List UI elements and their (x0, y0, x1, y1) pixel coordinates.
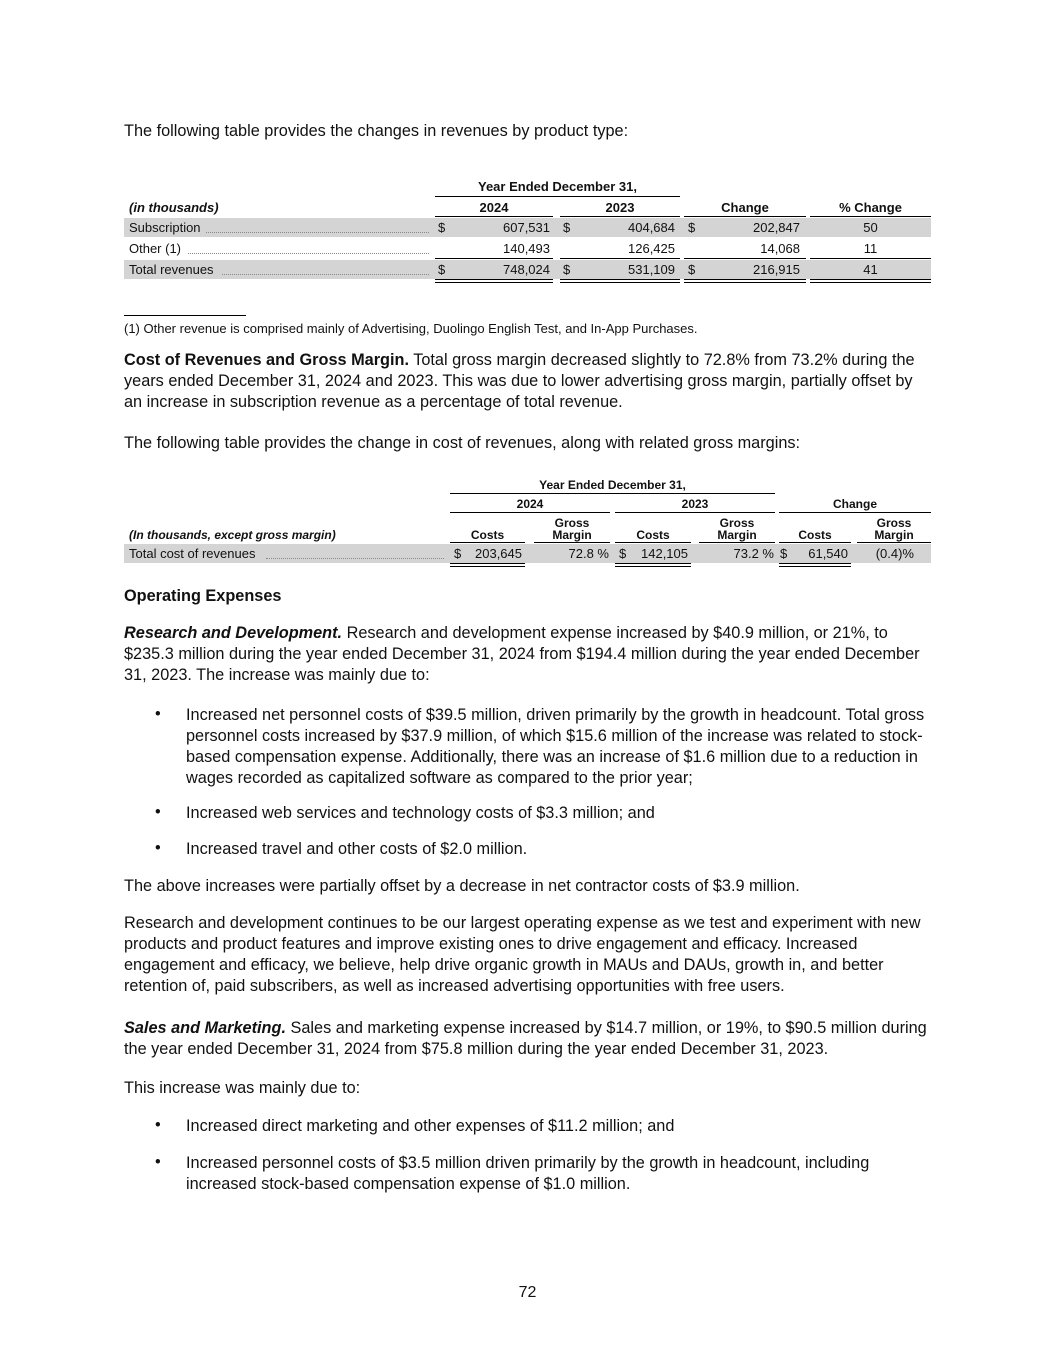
sm-intro: This increase was mainly due to: (124, 1079, 361, 1097)
rd-bullet-2: Increased web services and technology costs of $3.3 million; and (186, 804, 655, 822)
value-change: 202,847 (753, 220, 800, 235)
intro-cost: The following table provides the change in cost of revenues, along with related gross margins: (124, 434, 801, 452)
cost-table (124, 476, 931, 571)
rev-group-header: Year Ended December 31, (478, 179, 637, 194)
row-label: Other (1) (129, 241, 182, 256)
sm-lead: Sales and Marketing. (124, 1019, 286, 1037)
cost-text: Total gross margin decreased slightly to 72.8% from 73.2% during the years ended December 31, 2024 and 2023. This was due to lower advertising gross margin, partially offset by an increase in subscription revenue as a percentage of total revenue. (124, 351, 915, 411)
rev-col-2024: 2024 (479, 200, 509, 215)
opex-heading: Operating Expenses (124, 587, 282, 605)
currency-symbol: $ (454, 546, 462, 561)
cost-group-header: Year Ended December 31, (539, 478, 686, 492)
rd-lead: Research and Development. (124, 624, 343, 642)
offset-paragraph: The above increases were partially offset by a decrease in net contractor costs of $3.9 million. (124, 877, 800, 895)
cost-paragraph (124, 350, 934, 413)
sm-bullet-2: Increased personnel costs of $3.5 million driven primarily by the growth in headcount, including increased stock-based compensation expense of $1.0 million. (186, 1154, 870, 1193)
currency-symbol: $ (688, 262, 696, 277)
sm-paragraph (124, 1018, 934, 1060)
costs-header: Costs (798, 528, 832, 542)
value-pct: 50 (863, 220, 878, 235)
costs-header: Costs (470, 528, 505, 542)
value-change: 216,915 (753, 262, 800, 277)
bullet: • (155, 839, 161, 857)
currency-symbol: $ (438, 262, 446, 277)
intro-revenues: The following table provides the changes in revenues by product type: (124, 122, 629, 140)
value-change: 14,068 (760, 241, 800, 256)
page-number: 72 (518, 1284, 537, 1301)
value-2024: 140,493 (503, 241, 550, 256)
cost-col-2024: 2024 (516, 497, 544, 511)
cost-2024: 203,645 (475, 546, 522, 561)
rd-paragraph (124, 623, 934, 686)
cost-lead: Cost of Revenues and Gross Margin. (124, 351, 409, 369)
currency-symbol: $ (688, 220, 696, 235)
revenue-table (124, 176, 931, 286)
margin-header: Margin (874, 528, 914, 542)
currency-symbol: $ (780, 546, 788, 561)
footnote: (1) Other revenue is comprised mainly of Advertising, Duolingo English Test, and In-App Purchases. (124, 321, 698, 336)
value-2023: 404,684 (628, 220, 675, 235)
value-pct: 41 (863, 262, 878, 277)
footnote-rule (124, 315, 246, 316)
gross-header: Gross (554, 516, 590, 530)
value-pct: 11 (863, 241, 878, 256)
margin-header: Margin (552, 528, 592, 542)
rev-unit-label: (in thousands) (129, 200, 219, 215)
bullet: • (155, 1153, 161, 1171)
row-label: Total cost of revenues (129, 546, 256, 561)
currency-symbol: $ (563, 220, 571, 235)
margin-change: (0.4)% (875, 546, 914, 561)
row-label: Subscription (129, 220, 201, 235)
rd-paragraph-2: Research and development continues to be our largest operating expense as we test and experiment with new products and product features and improve existing ones to drive engagement and efficacy. Increased engagement and efficacy, we believe, help drive organic growth in MAUs and DAUs, growth in, and better retention of, paid subscribers, as well as increased advertising opportunities with free users. (124, 914, 921, 995)
cost-change: 61,540 (808, 546, 848, 561)
currency-symbol: $ (619, 546, 627, 561)
sm-text: Sales and marketing expense increased by $14.7 million, or 19%, to $90.5 million during the year ended December 31, 2024 from $75.8 million during the year ended December 31, 2023. (124, 1019, 927, 1058)
rev-col-2023: 2023 (605, 200, 635, 215)
rd-text: Research and development expense increased by $40.9 million, or 21%, to $235.3 million during the year ended December 31, 2024 from $194.4 million during the year ended December 31, 2023. The increase was mainly due to: (124, 624, 920, 684)
costs-header: Costs (636, 528, 670, 542)
rev-col-change: Change (721, 200, 769, 215)
bullet: • (155, 803, 161, 821)
sm-bullet-1: Increased direct marketing and other expenses of $11.2 million; and (186, 1117, 675, 1135)
row-label: Total revenues (129, 262, 214, 277)
gross-header: Gross (876, 516, 912, 530)
currency-symbol: $ (438, 220, 446, 235)
value-2023: 126,425 (628, 241, 675, 256)
margin-2024: 72.8 % (568, 546, 609, 561)
value-2024: 607,531 (503, 220, 550, 235)
rd-bullet-1: Increased net personnel costs of $39.5 million, driven primarily by the growth in headcount. Total gross personnel costs increased by $37.9 million, of which $15.6 million of the increase was related to stock-based compensation expense. Additionally, there was an increase of $1.6 million due to a reduction in wages recorded as capitalized software as compared to the prior year; (186, 706, 925, 787)
margin-2023: 73.2 % (733, 546, 774, 561)
bullet: • (155, 705, 161, 723)
rd-bullet-3: Increased travel and other costs of $2.0 million. (186, 840, 528, 858)
value-2023: 531,109 (628, 262, 675, 277)
bullet: • (155, 1116, 161, 1134)
rev-col-pct: % Change (839, 200, 902, 215)
currency-symbol: $ (563, 262, 571, 277)
value-2024: 748,024 (503, 262, 550, 277)
cost-col-2023: 2023 (681, 497, 709, 511)
cost-2023: 142,105 (641, 546, 688, 561)
gross-header: Gross (719, 516, 755, 530)
cost-col-change: Change (832, 497, 877, 511)
cost-unit-label: (In thousands, except gross margin) (129, 528, 336, 542)
margin-header: Margin (717, 528, 757, 542)
